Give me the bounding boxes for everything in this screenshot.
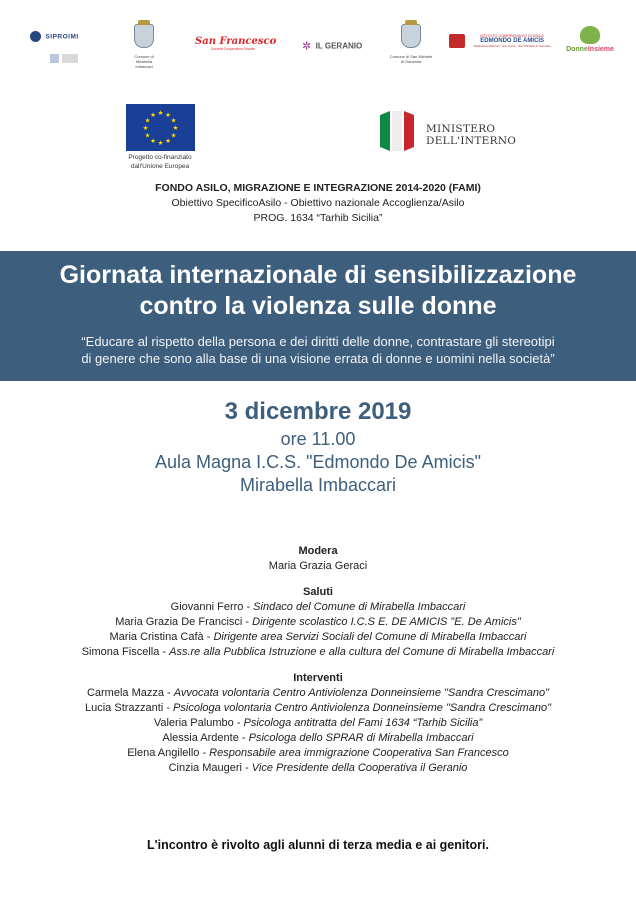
speaker-row bbox=[0, 731, 636, 746]
donne-insieme-name: DonneInsieme bbox=[566, 46, 614, 53]
speaker-role: Ass.re alla Pubblica Istruzione e alla cultura del Comune di Mirabella Imbaccari bbox=[169, 646, 555, 658]
event-time: ore 11.00 bbox=[280, 429, 356, 449]
eu-star-icon: ★ bbox=[164, 136, 171, 145]
speaker-row bbox=[0, 600, 636, 615]
speaker-row bbox=[0, 701, 636, 716]
program bbox=[0, 544, 636, 776]
speaker-name: Valeria Palumbo - bbox=[153, 717, 244, 729]
eu-star-icon: ★ bbox=[149, 110, 156, 119]
saluti-heading: Saluti bbox=[303, 586, 333, 598]
scuola-line3: Mirabella Imbaccari - San Cono - San Michele di Ganzaria bbox=[473, 44, 551, 48]
ministero-text: MINISTERO DELL'INTERNO bbox=[426, 123, 517, 147]
siproimi-logo bbox=[30, 28, 94, 63]
title-banner bbox=[0, 251, 636, 381]
tree-icon bbox=[580, 26, 600, 44]
speaker-row bbox=[0, 630, 636, 645]
speaker-role: Psicologa dello SPRAR di Mirabella Imbaccari bbox=[248, 732, 474, 744]
eu-cofinancing bbox=[122, 104, 198, 171]
speaker-row bbox=[0, 761, 636, 776]
ministero-interno-logo bbox=[380, 111, 540, 151]
speaker-name: Maria Grazia De Francisci - bbox=[115, 616, 253, 628]
speaker-role: Avvocata volontaria Centro Antiviolenza Donneinsieme "Sandra Crescimano" bbox=[173, 687, 550, 699]
audience-note: L'incontro è rivolto agli alunni di terza media e ai genitori. bbox=[147, 838, 489, 852]
comune-san-michele-logo bbox=[389, 24, 433, 65]
event-date: 3 dicembre 2019 bbox=[224, 398, 412, 425]
comune-san-michele-label: Comune di San Michele di Ganzaria bbox=[389, 54, 433, 64]
speaker-row bbox=[0, 716, 636, 731]
event-venue: Aula Magna I.C.S. "Edmondo De Amicis" bbox=[155, 452, 481, 472]
donne-insieme-logo bbox=[564, 26, 616, 53]
speaker-role: Dirigente area Servizi Sociali del Comune di Mirabella Imbaccari bbox=[213, 631, 527, 643]
scuola-line2: EDMONDO DE AMICIS bbox=[480, 38, 545, 44]
eu-star-icon: ★ bbox=[172, 123, 178, 132]
siproimi-name: SIPROIMI bbox=[45, 33, 79, 41]
interventi-list bbox=[0, 686, 636, 776]
fund-title: FONDO ASILO, MIGRAZIONE E INTEGRAZIONE 2014-2020 (FAMI) bbox=[155, 182, 481, 194]
eu-star-icon: ★ bbox=[170, 131, 176, 140]
san-francesco-subtitle: Società Cooperativa Sociale bbox=[211, 47, 255, 51]
crest-icon bbox=[134, 24, 154, 48]
speaker-role: Sindaco del Comune di Mirabella Imbaccari bbox=[253, 601, 466, 613]
siproimi-dot-icon bbox=[30, 31, 41, 42]
speaker-role: Vice Presidente della Cooperativa il Geranio bbox=[251, 762, 468, 774]
speaker-role: Psicologa volontaria Centro Antiviolenza Donneinsieme "Sandra Crescimano" bbox=[173, 702, 551, 714]
eu-star-icon: ★ bbox=[170, 116, 176, 125]
speaker-name: Carmela Mazza - bbox=[86, 687, 174, 699]
geranio-logo bbox=[302, 37, 368, 55]
comune-mirabella-logo bbox=[127, 24, 161, 69]
moderator-name: Maria Grazia Geraci bbox=[268, 560, 368, 572]
crest-icon bbox=[401, 24, 421, 48]
speaker-name: Simona Fiscella - bbox=[81, 646, 170, 658]
eu-caption: Progetto co-finanziato dall'Unione Europea bbox=[128, 154, 192, 170]
speaker-name: Elena Angilello - bbox=[127, 747, 210, 759]
interventi-heading: Interventi bbox=[293, 672, 343, 684]
speaker-name: Lucia Strazzanti - bbox=[85, 702, 174, 714]
event-title-line2: contro la violenza sulle donne bbox=[139, 292, 497, 320]
speaker-row bbox=[0, 746, 636, 761]
speaker-row bbox=[0, 686, 636, 701]
modera-heading: Modera bbox=[298, 545, 338, 557]
saluti-list bbox=[0, 600, 636, 660]
event-title-line1: Giornata internazionale di sensibilizzazione bbox=[59, 261, 577, 289]
eu-star-icon: ★ bbox=[164, 110, 171, 119]
speaker-role: Responsabile area immigrazione Cooperativa San Francesco bbox=[209, 747, 509, 759]
event-details bbox=[0, 396, 636, 497]
geranio-name: IL GERANIO bbox=[315, 41, 363, 51]
san-francesco-logo bbox=[195, 36, 277, 51]
eu-star-icon: ★ bbox=[157, 108, 163, 117]
partner-logos bbox=[0, 24, 636, 70]
speaker-role: Psicologa antitratta del Fami 1634 “Tarhib Sicilia” bbox=[243, 717, 483, 729]
event-town: Mirabella Imbaccari bbox=[239, 475, 397, 495]
scuola-logo bbox=[449, 34, 549, 52]
school-badge-icon bbox=[449, 34, 465, 48]
eu-star-icon: ★ bbox=[144, 131, 150, 140]
eu-star-icon: ★ bbox=[157, 138, 163, 147]
eu-star-icon: ★ bbox=[144, 116, 150, 125]
fund-objective: Obiettivo SpecificoAsilo - Obiettivo nazionale Accoglienza/Asilo bbox=[171, 197, 465, 209]
eu-flag-icon bbox=[126, 104, 195, 151]
speaker-name: Giovanni Ferro - bbox=[170, 601, 254, 613]
scuola-line1: ISTITUTO COMPRENSIVO STATALE bbox=[480, 34, 545, 38]
speaker-row bbox=[0, 645, 636, 660]
eu-star-icon: ★ bbox=[142, 123, 148, 132]
italian-flag-icon bbox=[380, 111, 416, 151]
eu-star-icon: ★ bbox=[149, 136, 156, 145]
speaker-name: Cinzia Maugeri - bbox=[168, 762, 252, 774]
project-header bbox=[0, 181, 636, 226]
project-code: PROG. 1634 “Tarhib Sicilia” bbox=[253, 212, 383, 224]
speaker-name: Alessia Ardente - bbox=[162, 732, 249, 744]
san-francesco-name: San Francesco bbox=[195, 36, 277, 47]
event-quote: “Educare al rispetto della persona e dei diritti delle donne, contrastare gli stereotipi di genere che sono alla base di una visione errata di donne e uomini nella società” bbox=[81, 334, 555, 366]
speaker-row bbox=[0, 615, 636, 630]
flower-icon: ✲ bbox=[302, 40, 312, 53]
speaker-name: Maria Cristina Cafà - bbox=[109, 631, 214, 643]
comune-mirabella-label: Comune di Mirabella Imbaccari bbox=[134, 54, 154, 69]
speaker-role: Dirigente scolastico I.C.S E. DE AMICIS "E. De Amicis" bbox=[252, 616, 521, 628]
siproimi-mini-marks bbox=[50, 54, 94, 63]
